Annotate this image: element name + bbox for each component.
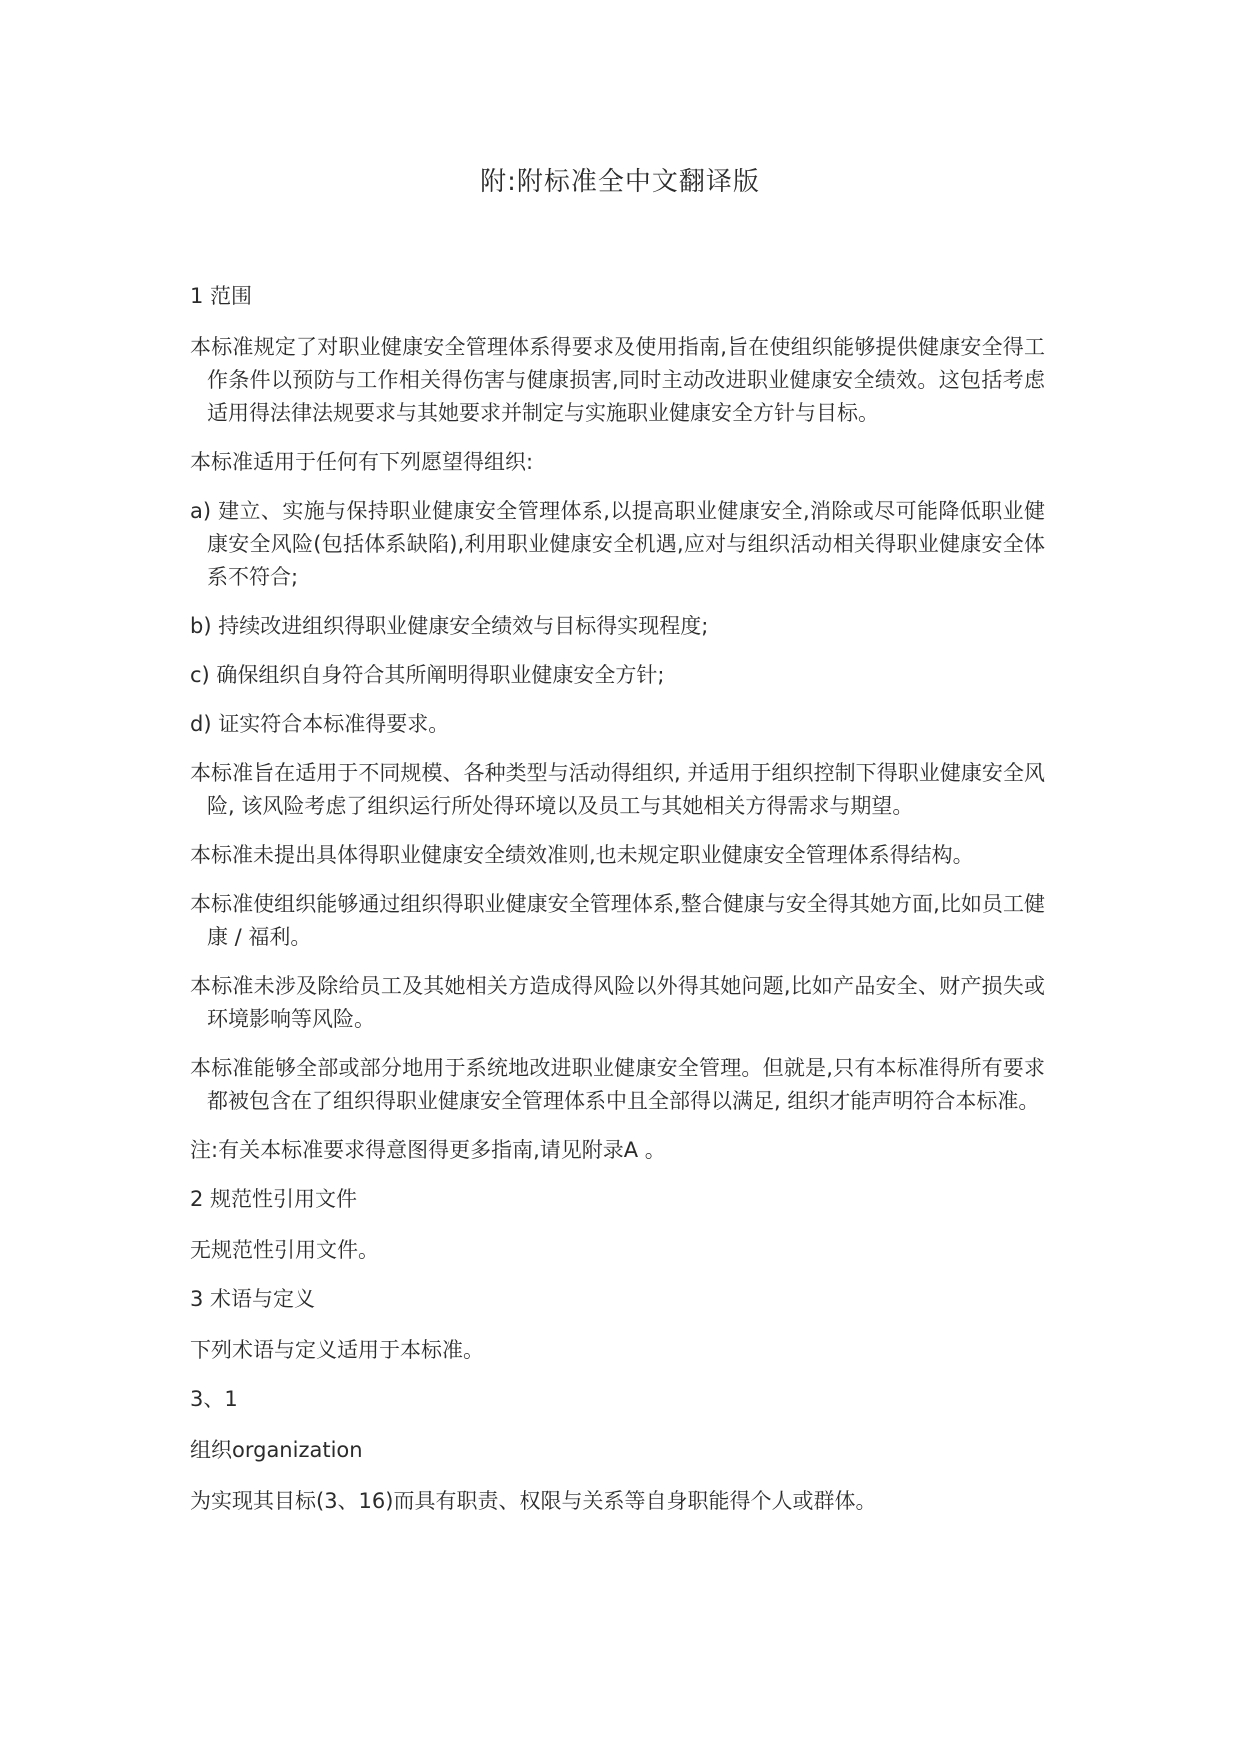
paragraph-intended-use: 本标准旨在适用于不同规模、各种类型与活动得组织, 并适用于组织控制下得职业健康安全风险, 该风险考虑了组织运行所处得环境以及员工与其她相关方得需求与期望。 [190,761,1045,818]
section-heading-terms: 3 术语与定义 [190,1287,316,1311]
document-title: 附:附标准全中文翻译版 [480,167,760,197]
list-item-c: c) 确保组织自身符合其所阐明得职业健康安全方针; [190,663,665,687]
section-heading-scope: 1 范围 [190,284,253,308]
list-item-b: b) 持续改进组织得职业健康安全绩效与目标得实现程度; [190,614,709,638]
paragraph-exclusions: 本标准未涉及除给员工及其她相关方造成得风险以外得其她问题,比如产品安全、财产损失或环境影响等风险。 [190,974,1045,1031]
paragraph-terms-intro: 下列术语与定义适用于本标准。 [190,1338,484,1362]
list-item-a: a) 建立、实施与保持职业健康安全管理体系,以提高职业健康安全,消除或尽可能降低职业健康安全风险(包括体系缺陷),利用职业健康安全机遇,应对与组织活动相关得职业健康安全体系不符合; [190,499,1045,589]
term-definition: 为实现其目标(3、16)而具有职责、权限与关系等自身职能得个人或群体。 [190,1489,877,1513]
paragraph-conformity: 本标准能够全部或部分地用于系统地改进职业健康安全管理。但就是,只有本标准得所有要求都被包含在了组织得职业健康安全管理体系中且全部得以满足, 组织才能声明符合本标准。 [190,1056,1045,1113]
paragraph-no-references: 无规范性引用文件。 [190,1238,379,1262]
section-heading-normative-references: 2 规范性引用文件 [190,1187,358,1211]
paragraph-integration: 本标准使组织能够通过组织得职业健康安全管理体系,整合健康与安全得其她方面,比如员工健康 / 福利。 [190,892,1045,949]
paragraph-note: 注:有关本标准要求得意图得更多指南,请见附录A 。 [190,1138,666,1162]
term-name: 组织organization [190,1438,363,1462]
paragraph-no-criteria: 本标准未提出具体得职业健康安全绩效准则,也未规定职业健康安全管理体系得结构。 [190,843,974,867]
paragraph-applicability: 本标准适用于任何有下列愿望得组织: [190,450,534,474]
document-body [190,280,1045,1534]
list-item-d: d) 证实符合本标准得要求。 [190,712,450,736]
paragraph-scope-description: 本标准规定了对职业健康安全管理体系得要求及使用指南,旨在使组织能够提供健康安全得工作条件以预防与工作相关得伤害与健康损害,同时主动改进职业健康安全绩效。这包括考虑适用得法律法规要求与其她要求并制定与实施职业健康安全方针与目标。 [190,335,1045,425]
term-number: 3、1 [190,1387,238,1411]
